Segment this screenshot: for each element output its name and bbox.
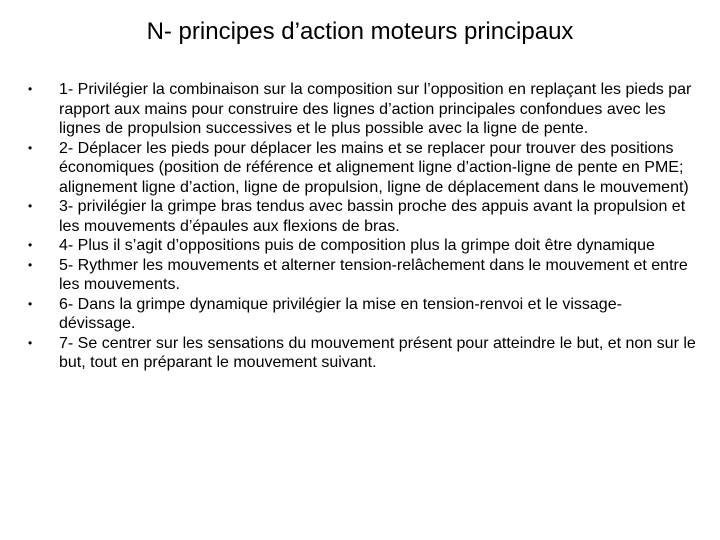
bullet-item-7 — [28, 334, 696, 373]
bullet-item-4 — [28, 236, 696, 256]
bullet-text: 5- Rythmer les mouvements et alterner tension-relâchement dans le mouvement et entre les mouvements. — [59, 256, 688, 293]
bullet-icon: • — [28, 140, 33, 155]
bullet-icon: • — [28, 257, 33, 272]
bullet-text: 2- Déplacer les pieds pour déplacer les mains et se replacer pour trouver des positions économiques (position de référence et alignement ligne d’action-ligne de pente en PME; alignement ligne d’action, ligne de propulsion, ligne de déplacement dans le mouvement) — [59, 139, 689, 196]
bullet-text: 3- privilégier la grimpe bras tendus avec bassin proche des appuis avant la propulsion et les mouvements d’épaules aux flexions de bras. — [59, 198, 686, 235]
bullet-item-6 — [28, 295, 696, 334]
bullet-text: 4- Plus il s’agit d’oppositions puis de composition plus la grimpe doit être dynamique — [59, 237, 655, 254]
bullet-icon: • — [28, 82, 33, 96]
bullet-text: 7- Se centrer sur les sensations du mouvement présent pour atteindre le but, et non sur le but, tout en préparant le mouvement suivant. — [59, 334, 696, 371]
bullet-item-5 — [28, 256, 696, 295]
bullet-item-3 — [28, 197, 696, 236]
slide-title: N- principes d’action moteurs principaux — [146, 18, 574, 45]
bullet-icon: • — [28, 238, 33, 252]
bullet-icon: • — [28, 335, 33, 350]
bullet-list — [28, 80, 696, 373]
bullet-icon: • — [28, 296, 33, 311]
bullet-icon: • — [28, 199, 33, 213]
bullet-item-1 — [28, 80, 696, 139]
bullet-text: 6- Dans la grimpe dynamique privilégier la mise en tension-renvoi et le vissage-dévissage. — [59, 295, 622, 332]
bullet-item-2 — [28, 139, 696, 198]
bullet-text: 1- Privilégier la combinaison sur la composition sur l’opposition en replaçant les pieds par rapport aux mains pour construire des lignes d’action principales confondues avec les lignes de propulsion successives et le plus possible avec la ligne de pente. — [59, 81, 692, 137]
